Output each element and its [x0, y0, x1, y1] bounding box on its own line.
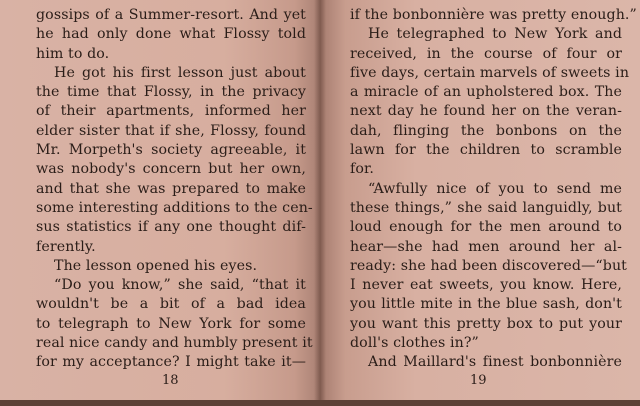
text-line: He telegraphed to New York and	[368, 26, 622, 43]
text-line: “Do you know,” she said, “that it	[54, 277, 306, 294]
text-line: And Maillard's finest bonbonnière	[368, 354, 622, 371]
text-line: you want this pretty box to put your	[350, 315, 622, 332]
text-line: doll's clothes in?”	[350, 335, 479, 352]
right-page-text	[350, 6, 637, 373]
text-line: him to do.	[36, 45, 110, 62]
text-line: dah, flinging the bonbons on the	[350, 122, 622, 139]
text-line: was nobody's concern but her own,	[36, 161, 306, 178]
text-line: sus statistics if any one thought dif-	[36, 219, 306, 236]
text-line: next day he found her on the veran-	[350, 103, 622, 120]
text-line: The lesson opened his eyes.	[54, 257, 258, 274]
text-line: lawn for the children to scramble	[350, 142, 622, 159]
text-line: elder sister that if she, Flossy, found	[36, 122, 306, 139]
text-line: you little mite in the blue sash, don't	[350, 296, 622, 313]
text-line: of their apartments, informed her	[36, 103, 306, 120]
right-page	[320, 0, 640, 406]
text-line: hear—she had men around her al-	[350, 238, 622, 255]
text-line: loud enough for the men around to	[350, 219, 622, 236]
text-line: and that she was prepared to make	[36, 180, 306, 197]
text-line: received, in the course of four or	[350, 45, 622, 62]
left-page-number: 18	[162, 373, 179, 388]
text-line: these things,” she said languidly, but	[350, 199, 622, 216]
page-bottom-edge	[0, 400, 640, 406]
text-line: ferently.	[36, 238, 96, 255]
right-page-number: 19	[470, 373, 487, 388]
text-line: ready: she had been discovered—“but	[350, 257, 627, 274]
text-line: a miracle of an upholstered box. The	[350, 84, 622, 101]
text-line: some interesting additions to the cen-	[36, 199, 313, 216]
text-line: gossips of a Summer-resort. And yet	[36, 7, 306, 23]
text-line: for my acceptance? I might take it—	[36, 354, 306, 371]
text-line: if the bonbonnière was pretty enough.”	[350, 7, 637, 23]
left-page-text	[36, 6, 313, 373]
text-line: he had only done what Flossy told	[36, 26, 306, 43]
text-line: wouldn't be a bit of a bad idea	[36, 296, 306, 313]
text-line: Mr. Morpeth's society agreeable, it	[36, 142, 306, 159]
text-line: to telegraph to New York for some	[36, 315, 306, 332]
text-line: He got his first lesson just about	[54, 64, 306, 81]
text-line: real nice candy and humbly present it	[36, 335, 313, 352]
text-line: five days, certain marvels of sweets in	[350, 64, 630, 81]
text-line: for.	[350, 161, 374, 178]
text-line: “Awfully nice of you to send me	[368, 180, 622, 197]
text-line: the time that Flossy, in the privacy	[36, 84, 306, 101]
text-line: I never eat sweets, you know. Here,	[350, 277, 622, 294]
